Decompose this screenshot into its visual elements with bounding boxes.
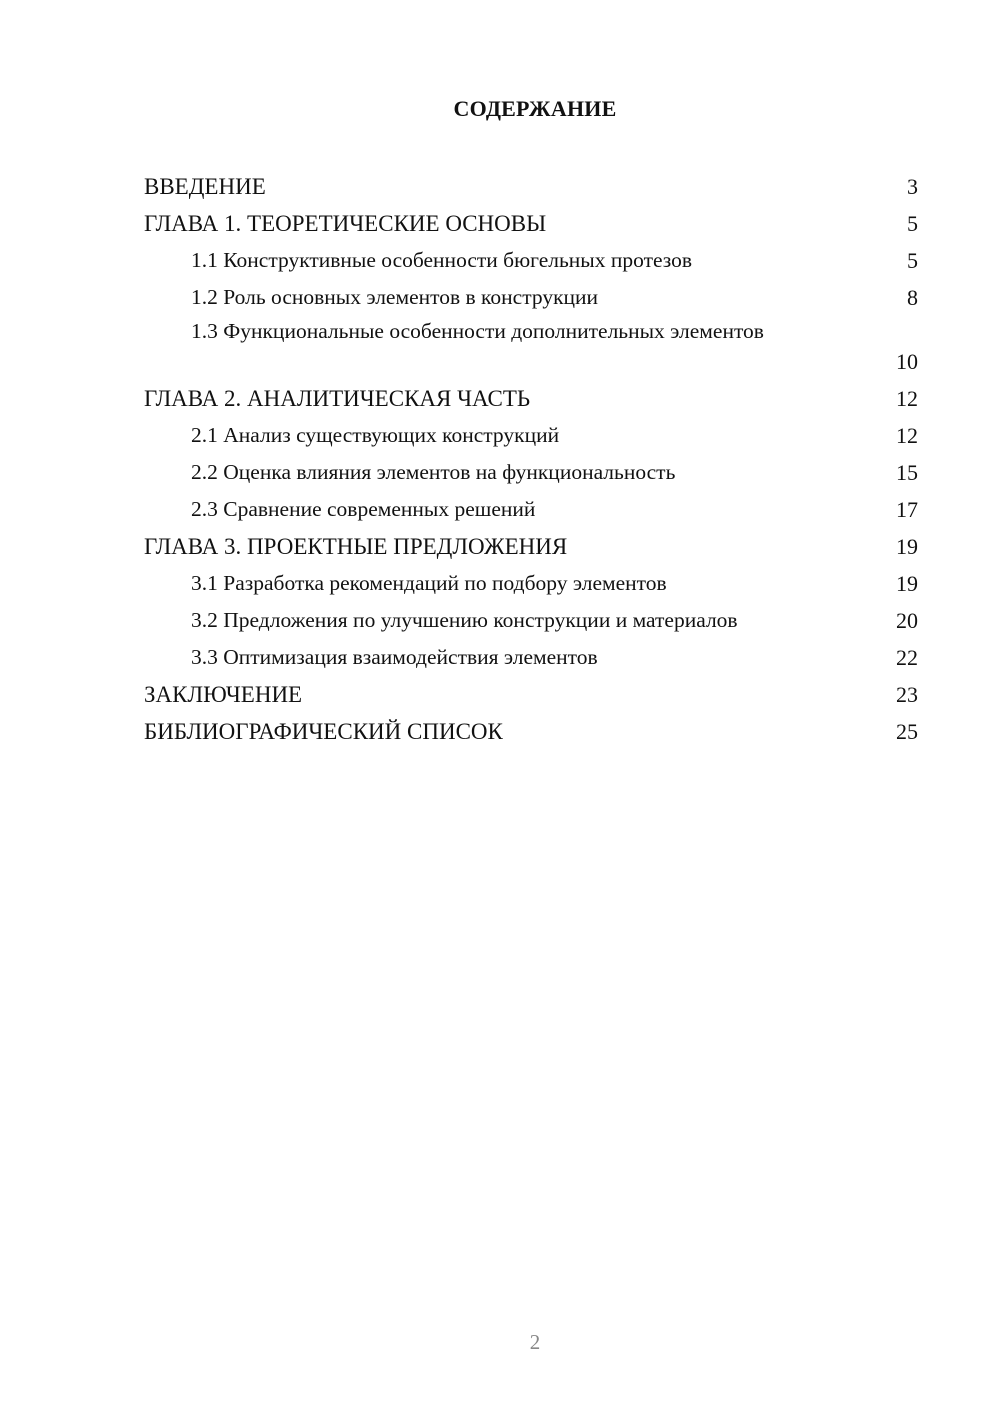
toc-entry-chapter-2[interactable] <box>144 380 918 417</box>
toc-entry-section-3-2[interactable] <box>144 602 918 639</box>
toc-entry-page: 25 <box>896 719 918 744</box>
toc-entry-label: 1.3 Функциональные особенности дополнительных элементов <box>191 319 764 343</box>
toc-entry-page: 5 <box>907 248 918 273</box>
toc-entry-label: 2.1 Анализ существующих конструкций <box>191 423 560 447</box>
toc-entry-page: 10 <box>896 349 918 374</box>
toc-entry-page: 15 <box>896 460 918 485</box>
toc-entry-section-1-3[interactable] <box>144 316 918 380</box>
toc-entry-section-1-1[interactable] <box>144 242 918 279</box>
toc-entry-section-2-1[interactable] <box>144 417 918 454</box>
toc-entry-label: ГЛАВА 1. ТЕОРЕТИЧЕСКИЕ ОСНОВЫ <box>144 211 547 236</box>
toc-entry-label: 3.3 Оптимизация взаимодействия элементов <box>191 645 598 669</box>
table-of-contents <box>144 168 918 750</box>
toc-entry-page: 8 <box>907 285 918 310</box>
toc-entry-introduction[interactable] <box>144 168 918 205</box>
toc-entry-bibliography[interactable] <box>144 713 918 750</box>
toc-entry-label: 1.2 Роль основных элементов в конструкции <box>191 285 599 309</box>
toc-entry-label: 3.2 Предложения по улучшению конструкции и материалов <box>191 608 738 632</box>
toc-entry-chapter-1[interactable] <box>144 205 918 242</box>
toc-entry-page: 5 <box>907 211 918 236</box>
toc-entry-page: 19 <box>896 534 918 559</box>
page-number: 2 <box>529 1330 541 1354</box>
toc-entry-conclusion[interactable] <box>144 676 918 713</box>
toc-entry-page: 17 <box>896 497 918 522</box>
toc-entry-page: 22 <box>896 645 918 670</box>
toc-entry-label: 1.1 Конструктивные особенности бюгельных протезов <box>191 248 693 272</box>
toc-entry-label: ВВЕДЕНИЕ <box>144 174 266 199</box>
toc-entry-page: 19 <box>896 571 918 596</box>
toc-entry-label: ЗАКЛЮЧЕНИЕ <box>144 682 303 707</box>
toc-entry-label: 3.1 Разработка рекомендаций по подбору элементов <box>191 571 667 595</box>
toc-entry-section-3-1[interactable] <box>144 565 918 602</box>
toc-entry-chapter-3[interactable] <box>144 528 918 565</box>
toc-entry-label: ГЛАВА 3. ПРОЕКТНЫЕ ПРЕДЛОЖЕНИЯ <box>144 534 568 559</box>
toc-entry-section-2-2[interactable] <box>144 454 918 491</box>
toc-entry-label: 2.2 Оценка влияния элементов на функциональность <box>191 460 676 484</box>
toc-entry-page: 20 <box>896 608 918 633</box>
toc-entry-section-1-2[interactable] <box>144 279 918 316</box>
toc-entry-page: 12 <box>896 386 918 411</box>
toc-entry-section-3-3[interactable] <box>144 639 918 676</box>
toc-entry-page: 23 <box>896 682 918 707</box>
toc-entry-page: 12 <box>896 423 918 448</box>
toc-entry-page: 3 <box>907 174 918 199</box>
toc-entry-label: БИБЛИОГРАФИЧЕСКИЙ СПИСОК <box>144 719 503 744</box>
page-title: СОДЕРЖАНИЕ <box>453 96 617 121</box>
toc-entry-section-2-3[interactable] <box>144 491 918 528</box>
toc-entry-label: 2.3 Сравнение современных решений <box>191 497 536 521</box>
toc-entry-label: ГЛАВА 2. АНАЛИТИЧЕСКАЯ ЧАСТЬ <box>144 386 531 411</box>
